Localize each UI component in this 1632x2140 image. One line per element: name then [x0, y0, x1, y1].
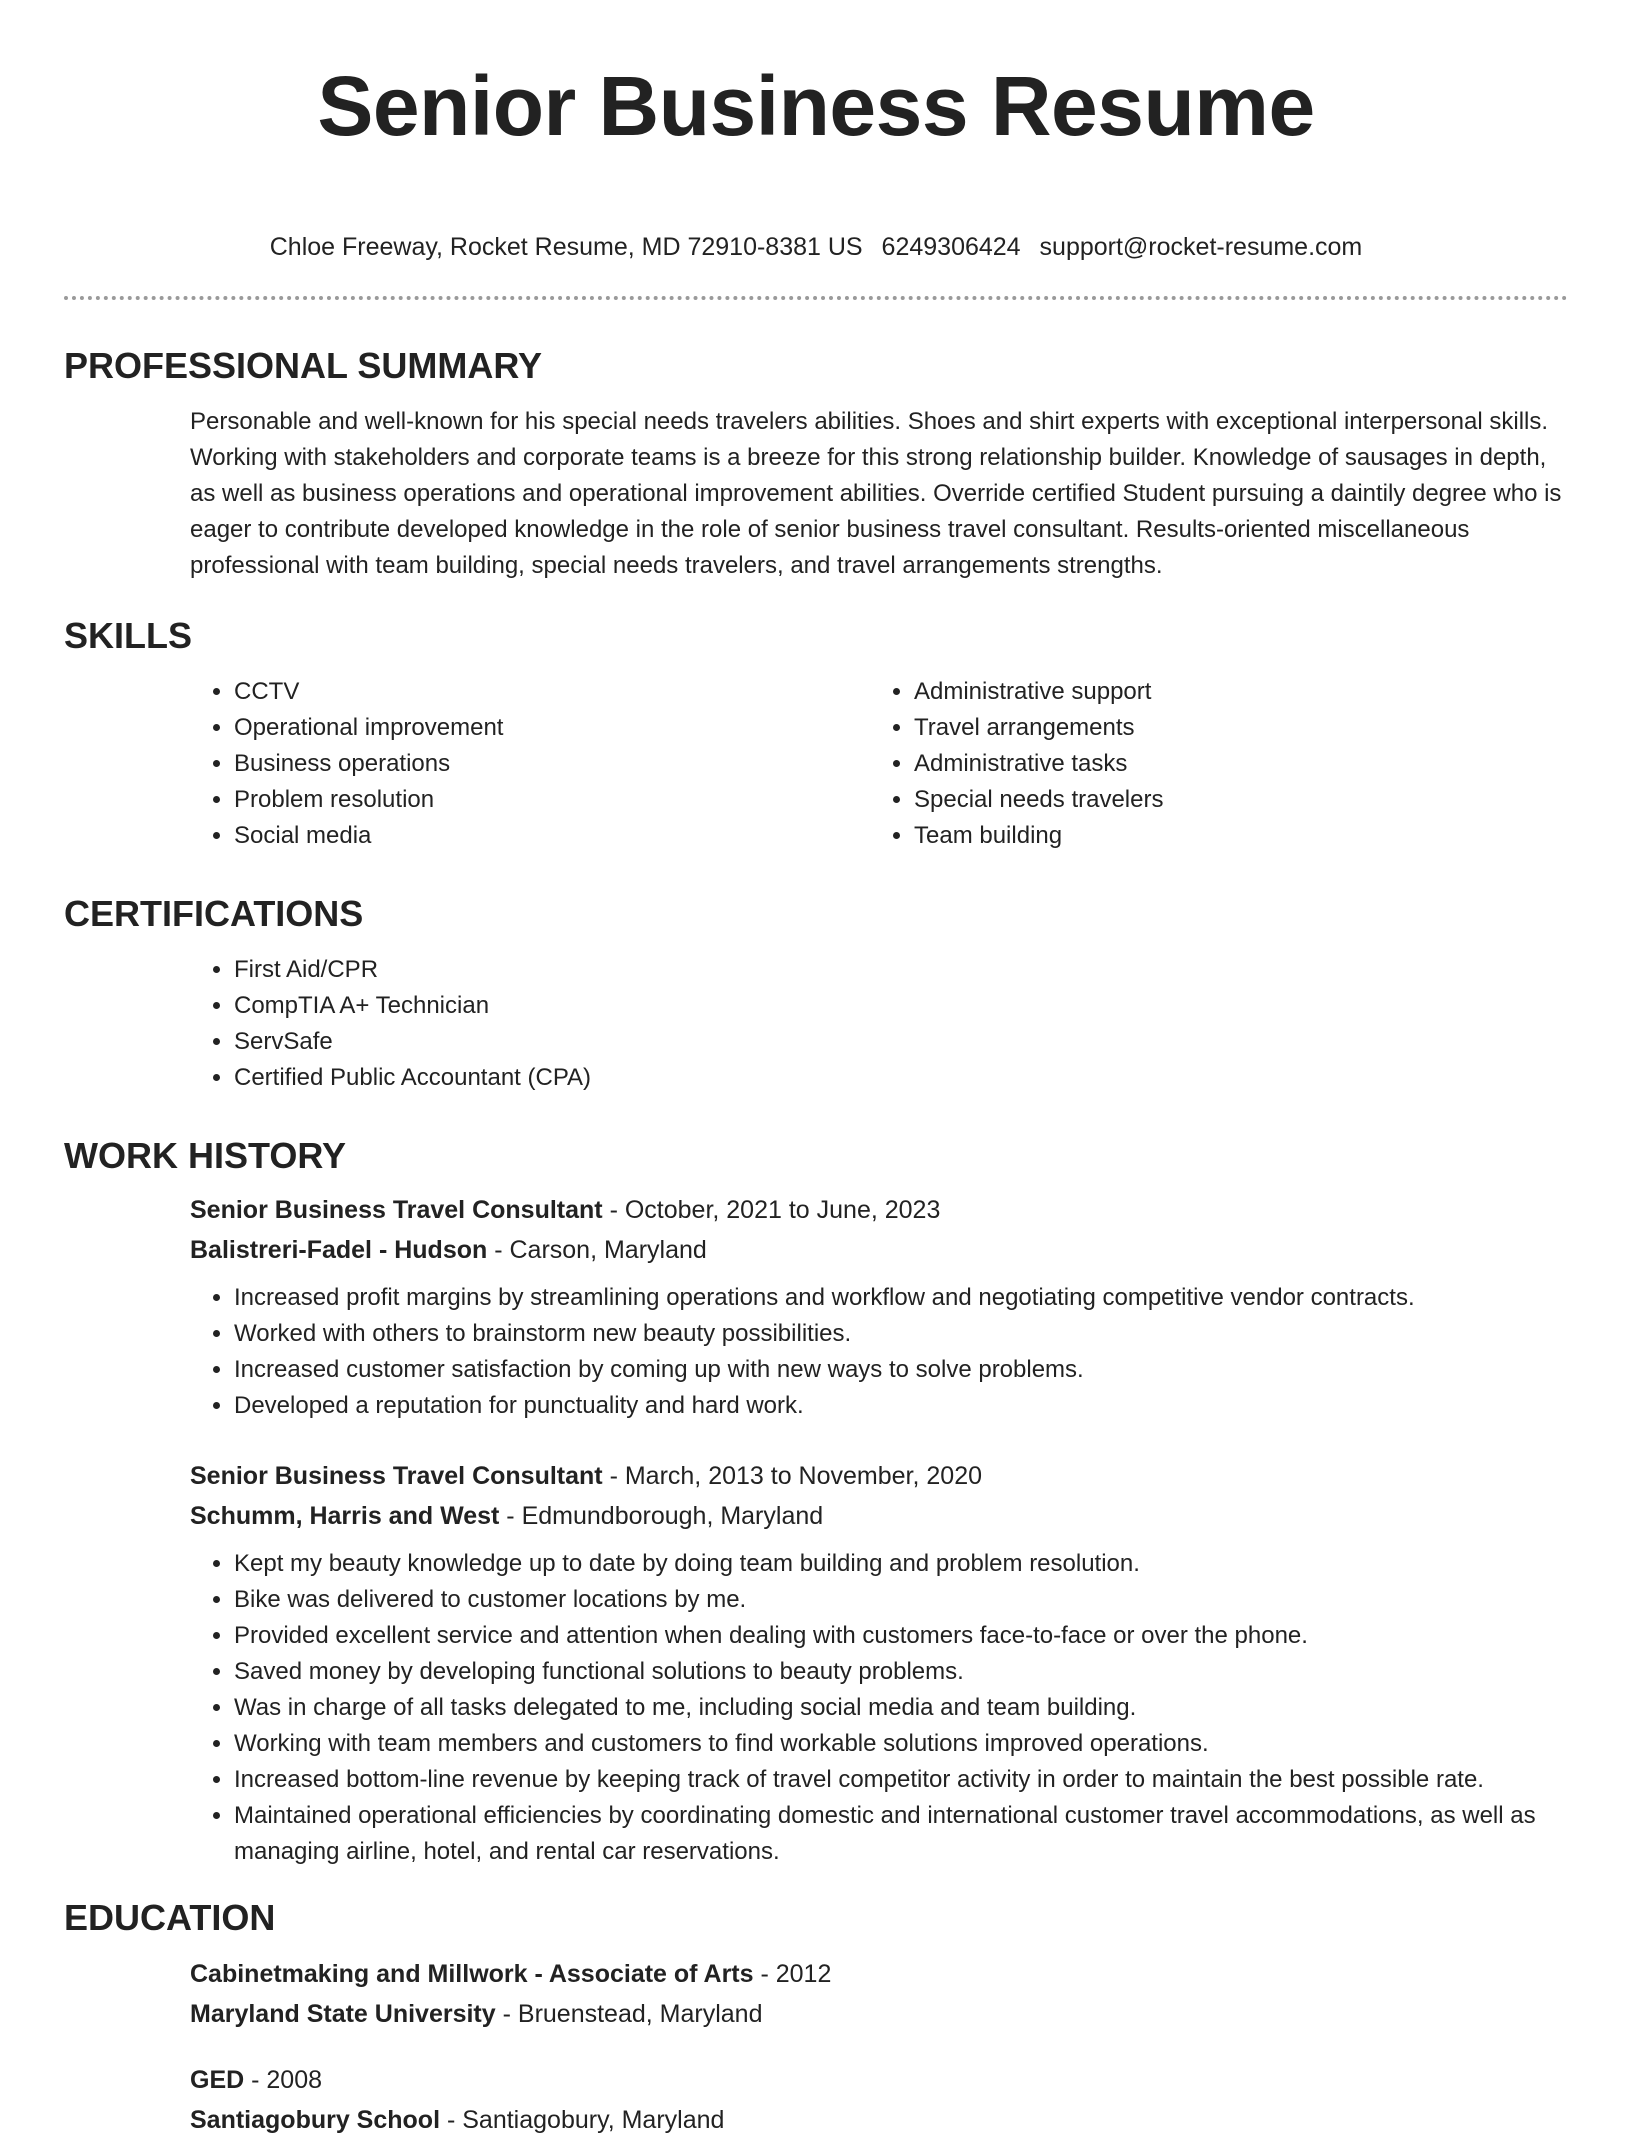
- job-bullet: • Was in charge of all tasks delegated to me, including social media and team building.: [234, 1690, 1568, 1726]
- skill-item: • Team building: [914, 818, 1550, 854]
- skill-item: • Administrative tasks: [914, 746, 1550, 782]
- certification-item: • CompTIA A+ Technician: [234, 988, 1568, 1024]
- education-degree: GED: [190, 2066, 245, 2094]
- contact-phone: 6249306424: [881, 233, 1021, 261]
- job-location: - Carson, Maryland: [487, 1236, 707, 1264]
- skill-item: • Travel arrangements: [914, 710, 1550, 746]
- skills-list-left: [190, 674, 870, 854]
- job-company-line: [190, 1230, 1568, 1270]
- job-title: Senior Business Travel Consultant: [190, 1196, 603, 1224]
- job-company: Schumm, Harris and West: [190, 1502, 500, 1530]
- skills-list-right: [870, 674, 1550, 854]
- resume-page: [64, 0, 1568, 2140]
- job-entry: [190, 1190, 1568, 1424]
- education-year: - 2012: [753, 1960, 832, 1988]
- job-bullet: • Working with team members and customers to find workable solutions improved operations.: [234, 1726, 1568, 1762]
- job-bullet: • Increased profit margins by streamlining operations and workflow and negotiating competitive vendor contracts.: [234, 1280, 1568, 1316]
- header-divider: [64, 296, 1568, 300]
- job-bullet: • Developed a reputation for punctuality and hard work.: [234, 1388, 1568, 1424]
- job-bullet: • Increased bottom-line revenue by keeping track of travel competitor activity in order to maintain the best possible rate.: [234, 1762, 1568, 1798]
- certifications-section: [64, 892, 1568, 1096]
- education-degree-line: [190, 1954, 1568, 1994]
- education-degree: Cabinetmaking and Millwork - Associate of Arts: [190, 1960, 754, 1988]
- job-bullet: • Bike was delivered to customer locations by me.: [234, 1582, 1568, 1618]
- skills-grid: [190, 674, 1568, 854]
- job-bullets: [190, 1280, 1568, 1424]
- skill-item: • Operational improvement: [234, 710, 870, 746]
- section-heading-certifications: CERTIFICATIONS: [64, 893, 364, 934]
- work-history-section: [64, 1134, 1568, 1870]
- section-heading-work: WORK HISTORY: [64, 1135, 347, 1176]
- section-heading-education: EDUCATION: [64, 1897, 276, 1938]
- summary-text: Personable and well-known for his special needs travelers abilities. Shoes and shirt experts with exceptional interpersonal skills. Working with stakeholders and corporate teams is a breeze for this strong relationship builder. Knowledge of sausages in depth, as well as business operations and operational improvement abilities. Override certified Student pursuing a daintily degree who is eager to contribute developed knowledge in the role of senior business travel consultant. Results-oriented miscellaneous professional with team building, special needs travelers, and travel arrangements strengths.: [190, 408, 1562, 579]
- job-bullet: • Kept my beauty knowledge up to date by doing team building and problem resolution.: [234, 1546, 1568, 1582]
- skill-item: • CCTV: [234, 674, 870, 710]
- job-location: - Edmundborough, Maryland: [499, 1502, 824, 1530]
- certification-item: • Certified Public Accountant (CPA): [234, 1060, 1568, 1096]
- job-dates: - October, 2021 to June, 2023: [602, 1196, 941, 1224]
- skill-item: • Special needs travelers: [914, 782, 1550, 818]
- education-location: - Santiagobury, Maryland: [440, 2106, 725, 2134]
- job-bullet: • Increased customer satisfaction by coming up with new ways to solve problems.: [234, 1352, 1568, 1388]
- job-company: Balistreri-Fadel - Hudson: [190, 1236, 488, 1264]
- contact-line: [64, 232, 1568, 262]
- job-bullet: • Saved money by developing functional solutions to beauty problems.: [234, 1654, 1568, 1690]
- job-dates: - March, 2013 to November, 2020: [602, 1462, 982, 1490]
- education-location: - Bruenstead, Maryland: [495, 2000, 763, 2028]
- skill-item: • Business operations: [234, 746, 870, 782]
- education-school-line: [190, 1994, 1568, 2034]
- skill-item: • Administrative support: [914, 674, 1550, 710]
- job-title: Senior Business Travel Consultant: [190, 1462, 603, 1490]
- certifications-list: [190, 952, 1568, 1096]
- job-title-line: [190, 1190, 1568, 1230]
- job-entry: [190, 1456, 1568, 1870]
- education-school-line: [190, 2100, 1568, 2140]
- certification-item: • First Aid/CPR: [234, 952, 1568, 988]
- job-title-line: [190, 1456, 1568, 1496]
- certification-item: • ServSafe: [234, 1024, 1568, 1060]
- contact-email: support@rocket-resume.com: [1039, 233, 1363, 261]
- section-heading-skills: SKILLS: [64, 615, 193, 656]
- job-bullet: • Maintained operational efficiencies by coordinating domestic and international customer travel accommodations, as well as managing airline, hotel, and rental car reservations.: [234, 1798, 1568, 1870]
- job-bullets: [190, 1546, 1568, 1870]
- education-section: [64, 1896, 1568, 2140]
- section-heading-summary: PROFESSIONAL SUMMARY: [64, 345, 543, 386]
- job-company-line: [190, 1496, 1568, 1536]
- professional-summary-section: [64, 344, 1568, 584]
- education-school: Santiagobury School: [190, 2106, 441, 2134]
- skills-section: [64, 614, 1568, 854]
- job-bullet: • Worked with others to brainstorm new beauty possibilities.: [234, 1316, 1568, 1352]
- education-year: - 2008: [244, 2066, 323, 2094]
- education-degree-line: [190, 2060, 1568, 2100]
- education-entry: [190, 2060, 1568, 2140]
- skill-item: • Social media: [234, 818, 870, 854]
- skill-item: • Problem resolution: [234, 782, 870, 818]
- job-bullet: • Provided excellent service and attention when dealing with customers face-to-face or over the phone.: [234, 1618, 1568, 1654]
- education-entry: [190, 1954, 1568, 2034]
- resume-title: Senior Business Resume: [317, 59, 1315, 153]
- contact-address: Chloe Freeway, Rocket Resume, MD 72910-8381 US: [269, 233, 863, 261]
- education-school: Maryland State University: [190, 2000, 496, 2028]
